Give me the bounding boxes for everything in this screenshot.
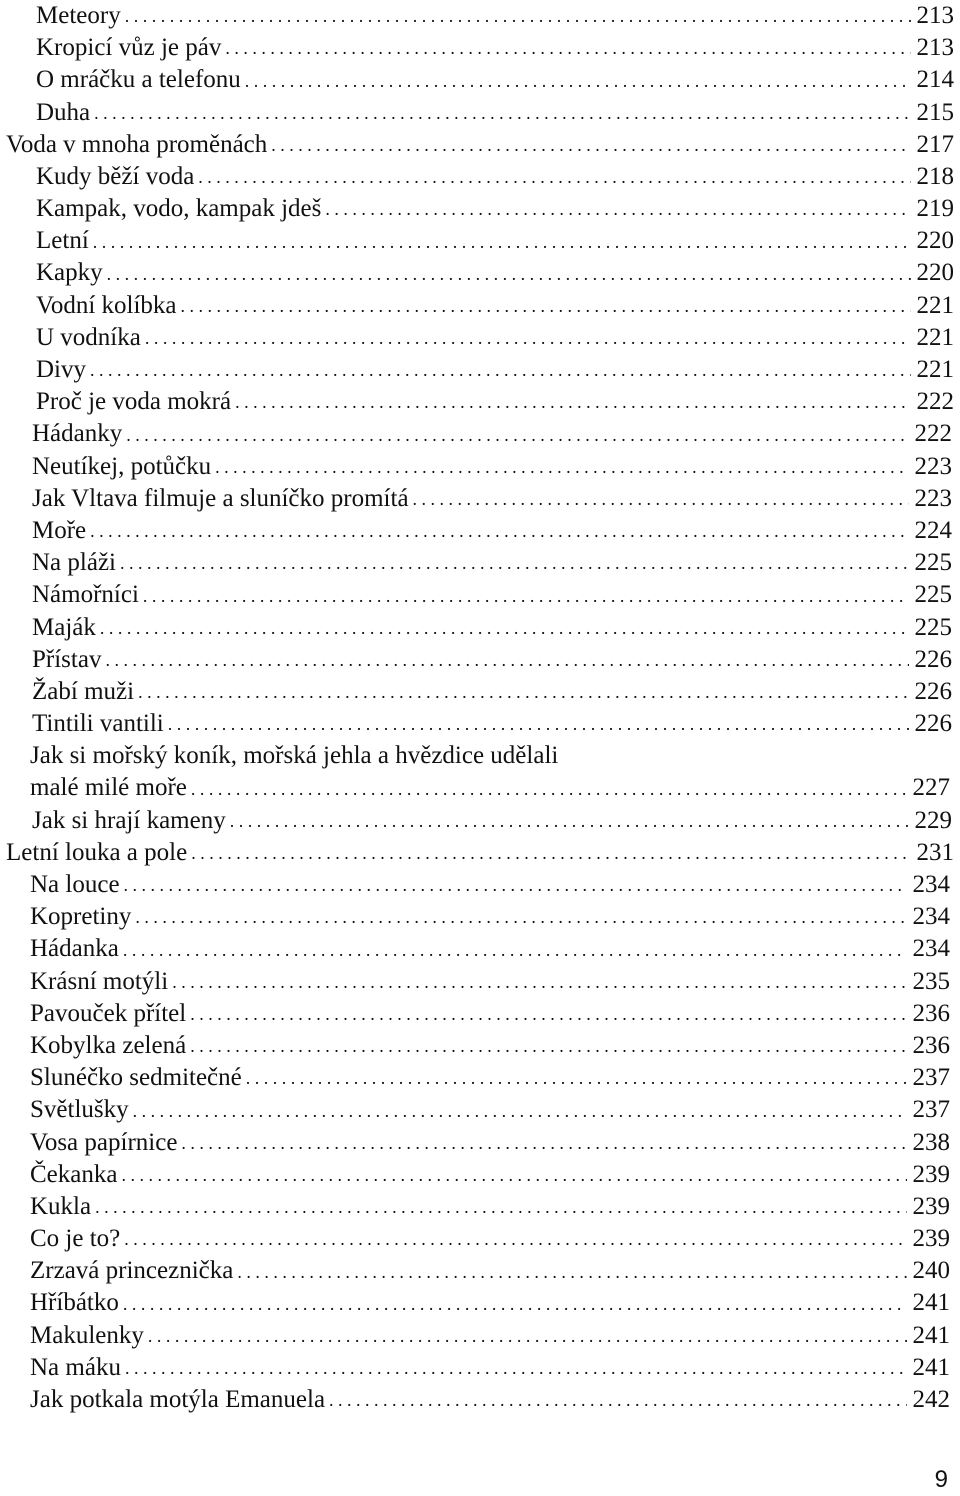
dot-leader bbox=[135, 908, 906, 926]
dot-leader bbox=[94, 104, 910, 122]
toc-entry-title: Makulenky bbox=[30, 1321, 144, 1349]
toc-entry-page: 241 bbox=[912, 1321, 950, 1349]
toc-entry bbox=[0, 805, 960, 837]
toc-entry-page: 223 bbox=[914, 452, 952, 480]
toc-entry bbox=[0, 290, 960, 322]
toc-entry bbox=[0, 612, 960, 644]
toc-entry-title: Na pláži bbox=[32, 549, 116, 577]
toc-entry bbox=[0, 1223, 960, 1255]
dot-leader bbox=[124, 876, 907, 894]
dot-leader bbox=[413, 490, 909, 508]
toc-entry-page: 226 bbox=[914, 645, 952, 673]
dot-leader bbox=[123, 941, 907, 959]
toc-entry bbox=[0, 97, 960, 129]
toc-entry-page: 220 bbox=[916, 227, 954, 255]
toc-entry-page: 217 bbox=[916, 130, 954, 158]
toc-entry-page: 222 bbox=[916, 388, 954, 416]
toc-section-entry bbox=[0, 129, 960, 161]
toc-entry bbox=[0, 1159, 960, 1191]
toc-entry-page: 231 bbox=[916, 838, 954, 866]
toc-entry-page: 241 bbox=[912, 1289, 950, 1317]
toc-entry bbox=[0, 1288, 960, 1320]
toc-entry-page: 221 bbox=[916, 291, 954, 319]
dot-leader bbox=[90, 522, 908, 540]
toc-entry-page: 237 bbox=[912, 1096, 950, 1124]
toc-entry-title: Divy bbox=[36, 356, 86, 384]
toc-entry bbox=[0, 483, 960, 515]
toc-entry bbox=[0, 322, 960, 354]
toc-entry-page: 224 bbox=[914, 516, 952, 544]
dot-leader bbox=[230, 812, 909, 830]
toc-entry-title: Letní bbox=[36, 227, 89, 255]
toc-entry-page: 226 bbox=[914, 710, 952, 738]
dot-leader bbox=[126, 426, 908, 444]
dot-leader bbox=[123, 1295, 907, 1313]
toc-entry-page: 218 bbox=[916, 162, 954, 190]
toc-entry bbox=[0, 1320, 960, 1352]
toc-entry-title: Moře bbox=[32, 516, 87, 544]
toc-entry bbox=[0, 354, 960, 386]
toc-entry-title: Zrzavá princeznička bbox=[30, 1257, 234, 1285]
toc-entry-title: Neutíkej, potůčku bbox=[32, 452, 212, 480]
toc-entry bbox=[0, 1030, 960, 1062]
toc-entry-title: Kampak, vodo, kampak jdeš bbox=[36, 195, 322, 223]
dot-leader bbox=[121, 1166, 906, 1184]
toc-entry bbox=[0, 515, 960, 547]
toc-entry bbox=[0, 676, 960, 708]
dot-leader bbox=[271, 136, 910, 154]
dot-leader bbox=[245, 72, 911, 90]
toc-entry-page: 219 bbox=[916, 195, 954, 223]
toc-entry-page: 221 bbox=[916, 356, 954, 384]
toc-entry-title: Kudy běží voda bbox=[36, 162, 195, 190]
toc-entry bbox=[0, 1191, 960, 1223]
dot-leader bbox=[246, 1069, 907, 1087]
toc-entry-page: 234 bbox=[912, 935, 950, 963]
dot-leader bbox=[329, 1391, 906, 1409]
toc-entry-page: 215 bbox=[916, 98, 954, 126]
dot-leader bbox=[237, 1263, 906, 1281]
toc-entry-title: Krásní motýli bbox=[30, 967, 169, 995]
toc-entry-page: 234 bbox=[912, 871, 950, 899]
toc-entry bbox=[0, 64, 960, 96]
toc-entry bbox=[0, 386, 960, 418]
toc-entry-title: Hádanka bbox=[30, 935, 119, 963]
toc-entry bbox=[0, 0, 960, 32]
dot-leader bbox=[138, 683, 908, 701]
toc-entry-page: 225 bbox=[914, 581, 952, 609]
toc-entry bbox=[0, 161, 960, 193]
toc-entry-page: 239 bbox=[912, 1225, 950, 1253]
toc-entry-page: 227 bbox=[912, 774, 950, 802]
dot-leader bbox=[191, 780, 907, 798]
toc-entry-title: Tintili vantili bbox=[32, 710, 164, 738]
toc-entry-title: Letní louka a pole bbox=[6, 838, 188, 866]
toc-entry bbox=[0, 193, 960, 225]
dot-leader bbox=[168, 715, 909, 733]
dot-leader bbox=[235, 393, 910, 411]
dot-leader bbox=[95, 1198, 906, 1216]
toc-entry-page: 220 bbox=[916, 259, 954, 287]
toc-entry-title: Kapky bbox=[36, 259, 103, 287]
toc-entry-page: 235 bbox=[912, 967, 950, 995]
toc-entry-title: Světlušky bbox=[30, 1096, 129, 1124]
dot-leader bbox=[133, 1102, 907, 1120]
toc-entry-page: 237 bbox=[912, 1064, 950, 1092]
dot-leader bbox=[145, 329, 911, 347]
toc-entry-title: Co je to? bbox=[30, 1225, 121, 1253]
toc-entry-page: 225 bbox=[914, 549, 952, 577]
dot-leader bbox=[190, 1037, 906, 1055]
toc-entry-title: Vosa papírnice bbox=[30, 1128, 178, 1156]
toc-entry-title: Jak si mořský koník, mořská jehla a hvězdice udělali bbox=[30, 742, 559, 770]
toc-entry-title: Čekanka bbox=[30, 1160, 118, 1188]
dot-leader bbox=[125, 1359, 907, 1377]
dot-leader bbox=[90, 361, 911, 379]
toc-entry bbox=[0, 547, 960, 579]
toc-entry-title: Duha bbox=[36, 98, 91, 126]
toc-entry-page: 239 bbox=[912, 1160, 950, 1188]
dot-leader bbox=[93, 233, 911, 251]
toc-entry-title: Kobylka zelená bbox=[30, 1031, 187, 1059]
toc-entry bbox=[0, 933, 960, 965]
toc-entry-page: 225 bbox=[914, 613, 952, 641]
dot-leader bbox=[125, 7, 911, 25]
toc-entry bbox=[0, 901, 960, 933]
dot-leader bbox=[100, 619, 909, 637]
toc-entry-page: 239 bbox=[912, 1192, 950, 1220]
toc-entry-title: Na máku bbox=[30, 1353, 121, 1381]
toc-entry-page: 213 bbox=[916, 34, 954, 62]
toc-entry bbox=[0, 773, 960, 805]
toc-entry-page: 223 bbox=[914, 484, 952, 512]
toc-entry-page: 242 bbox=[912, 1386, 950, 1414]
toc-entry-title: Vodní kolíbka bbox=[36, 291, 177, 319]
toc-entry-page: 234 bbox=[912, 903, 950, 931]
dot-leader bbox=[190, 1005, 906, 1023]
toc-entry-title-continuation: malé milé moře bbox=[30, 774, 187, 802]
dot-leader bbox=[105, 651, 908, 669]
toc-entry-title: Hádanky bbox=[32, 420, 123, 448]
toc-entry-page: 236 bbox=[912, 999, 950, 1027]
toc-entry-title: Slunéčko sedmitečné bbox=[30, 1064, 242, 1092]
dot-leader bbox=[191, 844, 910, 862]
dot-leader bbox=[215, 458, 908, 476]
page-number: 9 bbox=[934, 1466, 948, 1493]
toc-entry-title: Pavouček přítel bbox=[30, 999, 187, 1027]
toc-entry-title: U vodníka bbox=[36, 323, 141, 351]
toc-entry-title: Jak Vltava filmuje a sluníčko promítá bbox=[32, 484, 409, 512]
dot-leader bbox=[124, 1230, 906, 1248]
toc-entry-page: 226 bbox=[914, 677, 952, 705]
dot-leader bbox=[148, 1327, 907, 1345]
toc-entry-title: O mráčku a telefonu bbox=[36, 66, 241, 94]
dot-leader bbox=[120, 554, 909, 572]
toc-entry bbox=[0, 579, 960, 611]
toc-entry bbox=[0, 451, 960, 483]
toc-entry-title: Žabí muži bbox=[32, 677, 135, 705]
dot-leader bbox=[198, 168, 910, 186]
toc-entry-page: 236 bbox=[912, 1031, 950, 1059]
toc-entry-title: Kukla bbox=[30, 1192, 92, 1220]
toc-entry bbox=[0, 644, 960, 676]
toc-entry bbox=[0, 1127, 960, 1159]
toc-entry-title: Kropicí vůz je páv bbox=[36, 34, 222, 62]
toc-entry-title: Hříbátko bbox=[30, 1289, 119, 1317]
toc-entry-title: Proč je voda mokrá bbox=[36, 388, 232, 416]
toc-entry-title: Jak si hrají kameny bbox=[32, 806, 226, 834]
toc-entry-page: 221 bbox=[916, 323, 954, 351]
toc-entry-title: Meteory bbox=[36, 1, 121, 29]
dot-leader bbox=[172, 973, 906, 991]
toc-entry bbox=[0, 1094, 960, 1126]
toc-entry-page: 214 bbox=[916, 66, 954, 94]
toc-entry-title: Maják bbox=[32, 613, 96, 641]
dot-leader bbox=[225, 39, 910, 57]
toc-entry bbox=[0, 32, 960, 64]
toc-entry bbox=[0, 225, 960, 257]
toc-entry bbox=[0, 1255, 960, 1287]
toc-entry bbox=[0, 258, 960, 290]
toc-entry bbox=[0, 1384, 960, 1416]
toc-entry bbox=[0, 708, 960, 740]
toc-entry-title: Na louce bbox=[30, 871, 120, 899]
toc-entry bbox=[0, 966, 960, 998]
toc-entry-title: Námořníci bbox=[32, 581, 139, 609]
dot-leader bbox=[181, 297, 911, 315]
dot-leader bbox=[181, 1134, 906, 1152]
toc-entry-page: 238 bbox=[912, 1128, 950, 1156]
toc-entry-page: 222 bbox=[914, 420, 952, 448]
toc-entry-page: 213 bbox=[916, 1, 954, 29]
dot-leader bbox=[143, 587, 909, 605]
toc-entry-title: Kopretiny bbox=[30, 903, 132, 931]
toc-entry bbox=[0, 869, 960, 901]
toc-entry bbox=[0, 418, 960, 450]
dot-leader bbox=[325, 200, 910, 218]
toc-entry bbox=[0, 1062, 960, 1094]
toc-entry-title: Voda v mnoha proměnách bbox=[6, 130, 268, 158]
toc-entry-page: 229 bbox=[914, 806, 952, 834]
toc-entry-title: Jak potkala motýla Emanuela bbox=[30, 1386, 326, 1414]
dot-leader bbox=[107, 265, 911, 283]
toc-entry bbox=[0, 998, 960, 1030]
toc-entry bbox=[0, 1352, 960, 1384]
toc-entry-page: 241 bbox=[912, 1353, 950, 1381]
toc-entry-page: 240 bbox=[912, 1257, 950, 1285]
toc-entry-title: Přístav bbox=[32, 645, 102, 673]
toc-section-entry bbox=[0, 837, 960, 869]
